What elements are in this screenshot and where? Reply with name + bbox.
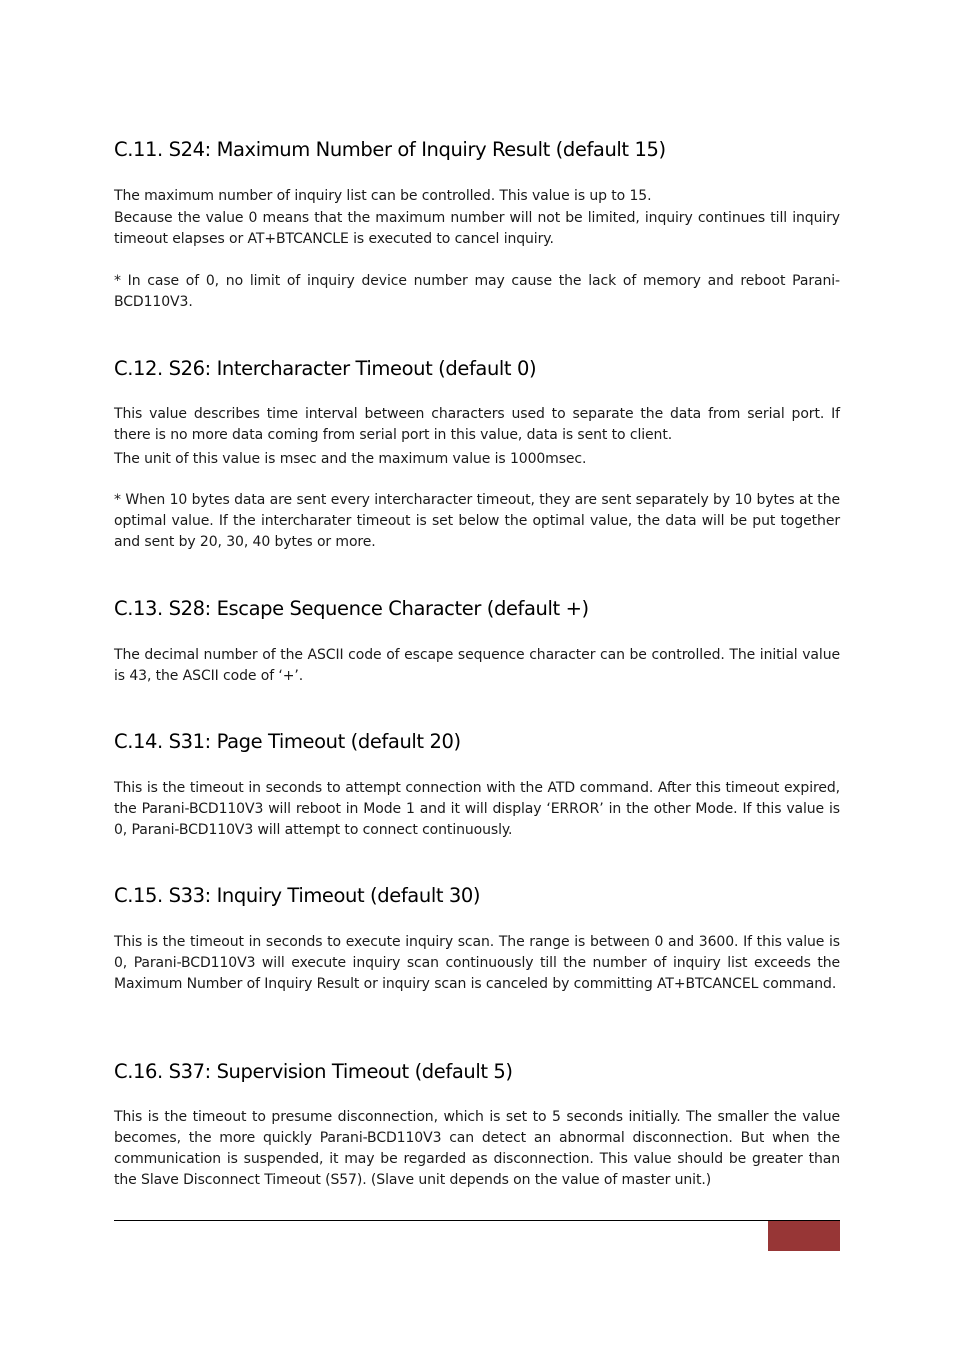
paragraph: This is the timeout to presume disconnection, which is set to 5 seconds initially. The smaller the value becomes, the more quickly Parani-BCD110V3 can detect an abnormal disconnection. But when the communication is suspended, it may be regarded as disconnection. This value should be greater than the Slave Disconnect Timeout (S57). (Slave unit depends on the value of master unit.)	[114, 1109, 840, 1188]
section-heading-c12: C.12. S26: Intercharacter Timeout (default 0)	[114, 357, 537, 380]
paragraph: The unit of this value is msec and the maximum value is 1000msec.	[114, 451, 587, 467]
paragraph: This value describes time interval between characters used to separate the data from serial port. If there is no more data coming from serial port in this value, data is sent to client.	[114, 406, 840, 443]
paragraph: This is the timeout in seconds to execute inquiry scan. The range is between 0 and 3600. If this value is 0, Parani-BCD110V3 will execute inquiry scan continuously till the number of inquiry list exceeds the Maximum Number of Inquiry Result or inquiry scan is canceled by committing AT+BTCANCEL command.	[114, 934, 840, 992]
footer-rule	[114, 1220, 840, 1221]
note-paragraph: * When 10 bytes data are sent every intercharacter timeout, they are sent separately by 10 bytes at the optimal value. If the intercharater timeout is set below the optimal value, the data will be put together and sent by 20, 30, 40 bytes or more.	[114, 492, 840, 550]
section-heading-c15: C.15. S33: Inquiry Timeout (default 30)	[114, 884, 481, 907]
paragraph: The decimal number of the ASCII code of escape sequence character can be controlled. The initial value is 43, the ASCII code of ‘+’.	[114, 647, 840, 684]
page-number-tab	[768, 1221, 840, 1251]
section-heading-c11: C.11. S24: Maximum Number of Inquiry Result (default 15)	[114, 138, 666, 161]
note-paragraph: * In case of 0, no limit of inquiry device number may cause the lack of memory and reboot Parani-BCD110V3.	[114, 273, 840, 310]
section-heading-c13: C.13. S28: Escape Sequence Character (default +)	[114, 597, 589, 620]
paragraph: This is the timeout in seconds to attempt connection with the ATD command. After this timeout expired, the Parani-BCD110V3 will reboot in Mode 1 and it will display ‘ERROR’ in the other Mode. If this value is 0, Parani-BCD110V3 will attempt to connect continuously.	[114, 780, 840, 838]
paragraph: Because the value 0 means that the maximum number will not be limited, inquiry continues till inquiry timeout elapses or AT+BTCANCLE is executed to cancel inquiry.	[114, 210, 840, 247]
section-heading-c16: C.16. S37: Supervision Timeout (default 5)	[114, 1060, 513, 1083]
section-heading-c14: C.14. S31: Page Timeout (default 20)	[114, 730, 461, 753]
paragraph: The maximum number of inquiry list can be controlled. This value is up to 15.	[114, 188, 652, 204]
